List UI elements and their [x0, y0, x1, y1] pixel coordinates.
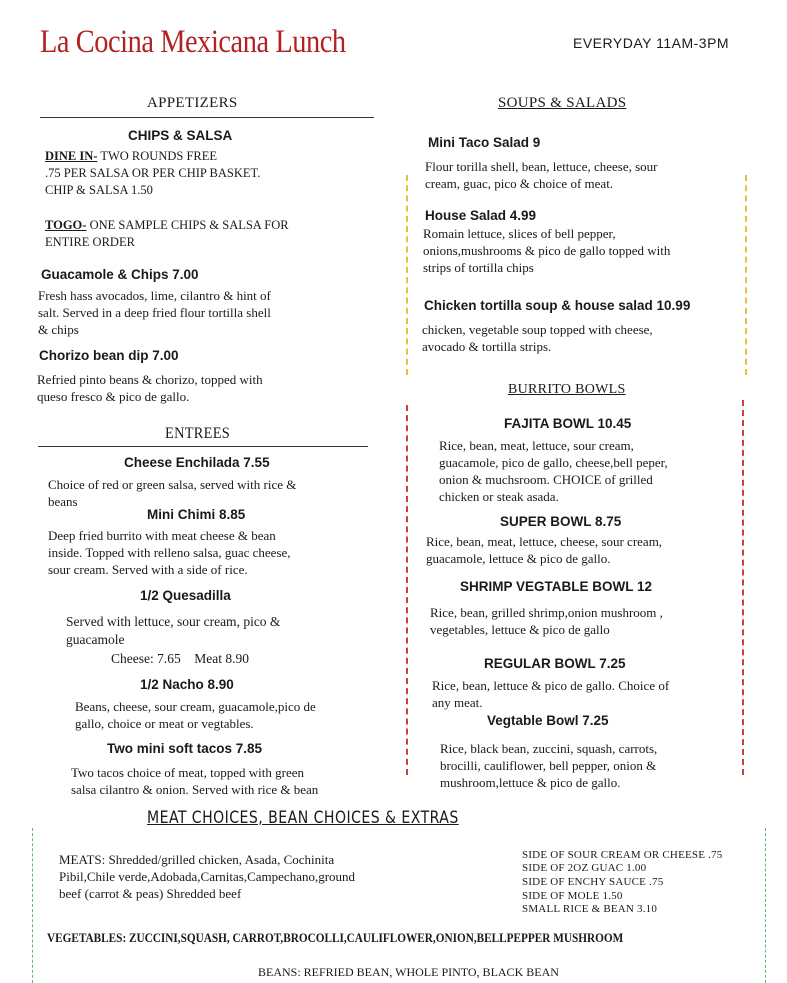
guacamole-desc1: Fresh hass avocados, lime, cilantro & hint of — [38, 288, 271, 303]
quesadilla-desc2: guacamole — [66, 632, 125, 647]
fajita-bowl-title: FAJITA BOWL 10.45 — [504, 416, 632, 431]
chips-salsa-title: CHIPS & SALSA — [128, 128, 233, 143]
shrimp-bowl-desc2: vegetables, lettuce & pico de gallo — [430, 622, 610, 637]
side-rice-bean: SMALL RICE & BEAN 3.10 — [522, 903, 658, 915]
vegtable-bowl-desc2: brocilli, cauliflower, bell pepper, onion & — [440, 758, 657, 773]
nacho-desc2: gallo, choice or meat or vegtables. — [75, 716, 254, 731]
green-divider-left — [32, 828, 33, 983]
nacho-desc1: Beans, cheese, sour cream, guacamole,pico de — [75, 699, 316, 714]
dine-in-line — [45, 148, 217, 165]
chorizo-title: Chorizo bean dip 7.00 — [39, 348, 179, 363]
house-salad-title: House Salad 4.99 — [425, 208, 537, 223]
meats-line1: MEATS: Shredded/grilled chicken, Asada, Cochinita — [59, 852, 335, 867]
side-guac: SIDE OF 2OZ GUAC 1.00 — [522, 862, 647, 874]
side-enchy-sauce: SIDE OF ENCHY SAUCE .75 — [522, 876, 664, 888]
chicken-soup-title: Chicken tortilla soup & house salad 10.99 — [424, 298, 691, 313]
togo-line2: ENTIRE ORDER — [45, 235, 135, 249]
fajita-bowl-desc4: chicken or steak asada. — [439, 489, 559, 504]
guacamole-title: Guacamole & Chips 7.00 — [41, 267, 199, 282]
fajita-bowl-desc1: Rice, bean, meat, lettuce, sour cream, — [439, 438, 634, 453]
side-sour-cream: SIDE OF SOUR CREAM OR CHEESE .75 — [522, 849, 723, 861]
taco-salad-title: Mini Taco Salad 9 — [428, 135, 541, 150]
tacos-desc2: salsa cilantro & onion. Served with rice & bean — [71, 782, 319, 797]
vegtable-bowl-title: Vegtable Bowl 7.25 — [487, 713, 609, 728]
regular-bowl-desc1: Rice, bean, lettuce & pico de gallo. Choice of — [432, 678, 670, 693]
green-divider-right — [765, 828, 766, 983]
chicken-soup-desc2: avocado & tortilla strips. — [422, 339, 552, 354]
appetizers-rule — [40, 117, 374, 118]
tacos-title: Two mini soft tacos 7.85 — [107, 741, 263, 756]
dine-in-line2: .75 PER SALSA OR PER CHIP BASKET. — [45, 166, 261, 180]
cheese-enchilada-desc1: Choice of red or green salsa, served with rice & — [48, 477, 297, 492]
togo-line — [45, 217, 289, 234]
soups-heading: SOUPS & SALADS — [498, 95, 627, 111]
mini-chimi-title: Mini Chimi 8.85 — [147, 507, 246, 522]
cheese-enchilada-title: Cheese Enchilada 7.55 — [124, 455, 270, 470]
chorizo-desc2: queso fresco & pico de gallo. — [37, 389, 190, 404]
house-salad-desc1: Romain lettuce, slices of bell pepper, — [423, 226, 616, 241]
dine-in-label: DINE IN- — [45, 149, 98, 163]
regular-bowl-desc2: any meat. — [432, 695, 483, 710]
super-bowl-desc1: Rice, bean, meat, lettuce, cheese, sour cream, — [426, 534, 663, 549]
quesadilla-desc1: Served with lettuce, sour cream, pico & — [66, 614, 281, 629]
nacho-title: 1/2 Nacho 8.90 — [140, 677, 234, 692]
house-salad-desc3: strips of tortilla chips — [423, 260, 534, 275]
house-salad-desc2: onions,mushrooms & pico de gallo topped with — [423, 243, 671, 258]
entrees-rule — [38, 446, 368, 447]
side-mole: SIDE OF MOLE 1.50 — [522, 890, 623, 902]
extras-heading: MEAT CHOICES, BEAN CHOICES & EXTRAS — [147, 808, 459, 828]
guacamole-desc2: salt. Served in a deep fried flour tortilla shell — [38, 305, 271, 320]
beans-line: BEANS: REFRIED BEAN, WHOLE PINTO, BLACK BEAN — [258, 965, 559, 979]
red-divider-right — [742, 400, 744, 775]
guacamole-desc3: & chips — [38, 322, 79, 337]
taco-salad-desc2: cream, guac, pico & choice of meat. — [425, 176, 614, 191]
super-bowl-desc2: guacamole, lettuce & pico de gallo. — [426, 551, 611, 566]
shrimp-bowl-title: SHRIMP VEGTABLE BOWL 12 — [460, 579, 653, 594]
bowls-heading: BURRITO BOWLS — [508, 382, 626, 397]
vegtable-bowl-desc1: Rice, black bean, zuccini, squash, carrots, — [440, 741, 658, 756]
togo-label: TOGO- — [45, 218, 87, 232]
tacos-desc1: Two tacos choice of meat, topped with green — [71, 765, 305, 780]
yellow-divider-left — [406, 175, 408, 375]
chicken-soup-desc1: chicken, vegetable soup topped with cheese, — [422, 322, 653, 337]
mini-chimi-desc2: inside. Topped with relleno salsa, guac cheese, — [48, 545, 291, 560]
meats-line2: Pibil,Chile verde,Adobada,Carnitas,Campechano,ground — [59, 869, 356, 884]
fajita-bowl-desc2: guacamole, pico de gallo, cheese,bell peper, — [439, 455, 668, 470]
super-bowl-title: SUPER BOWL 8.75 — [500, 514, 622, 529]
entrees-heading: ENTREES — [165, 425, 231, 442]
menu-title: La Cocina Mexicana Lunch — [40, 24, 346, 60]
hours-text: EVERYDAY 11AM-3PM — [573, 35, 730, 51]
cheese-enchilada-desc2: beans — [48, 494, 78, 509]
shrimp-bowl-desc1: Rice, bean, grilled shrimp,onion mushroom , — [430, 605, 663, 620]
fajita-bowl-desc3: onion & muchsroom. CHOICE of grilled — [439, 472, 653, 487]
vegetables-line: VEGETABLES: ZUCCINI,SQUASH, CARROT,BROCOLLI,CAULIFLOWER,ONION,BELLPEPPER MUSHROOM — [47, 931, 624, 945]
red-divider-left — [406, 405, 408, 775]
vegtable-bowl-desc3: mushroom,lettuce & pico de gallo. — [440, 775, 621, 790]
taco-salad-desc1: Flour torilla shell, bean, lettuce, cheese, sour — [425, 159, 658, 174]
meats-line3: beef (carrot & peas) Shredded beef — [59, 886, 242, 901]
quesadilla-prices: Cheese: 7.65 Meat 8.90 — [111, 651, 249, 666]
chorizo-desc1: Refried pinto beans & chorizo, topped with — [37, 372, 263, 387]
dine-in-line3: CHIP & SALSA 1.50 — [45, 183, 153, 197]
dine-in-text: TWO ROUNDS FREE — [97, 149, 218, 163]
appetizers-heading: APPETIZERS — [147, 95, 238, 111]
regular-bowl-title: REGULAR BOWL 7.25 — [484, 656, 626, 671]
yellow-divider-right — [745, 175, 747, 375]
mini-chimi-desc1: Deep fried burrito with meat cheese & bean — [48, 528, 276, 543]
mini-chimi-desc3: sour cream. Served with a side of rice. — [48, 562, 248, 577]
togo-text: ONE SAMPLE CHIPS & SALSA FOR — [86, 218, 289, 232]
quesadilla-title: 1/2 Quesadilla — [140, 588, 231, 603]
